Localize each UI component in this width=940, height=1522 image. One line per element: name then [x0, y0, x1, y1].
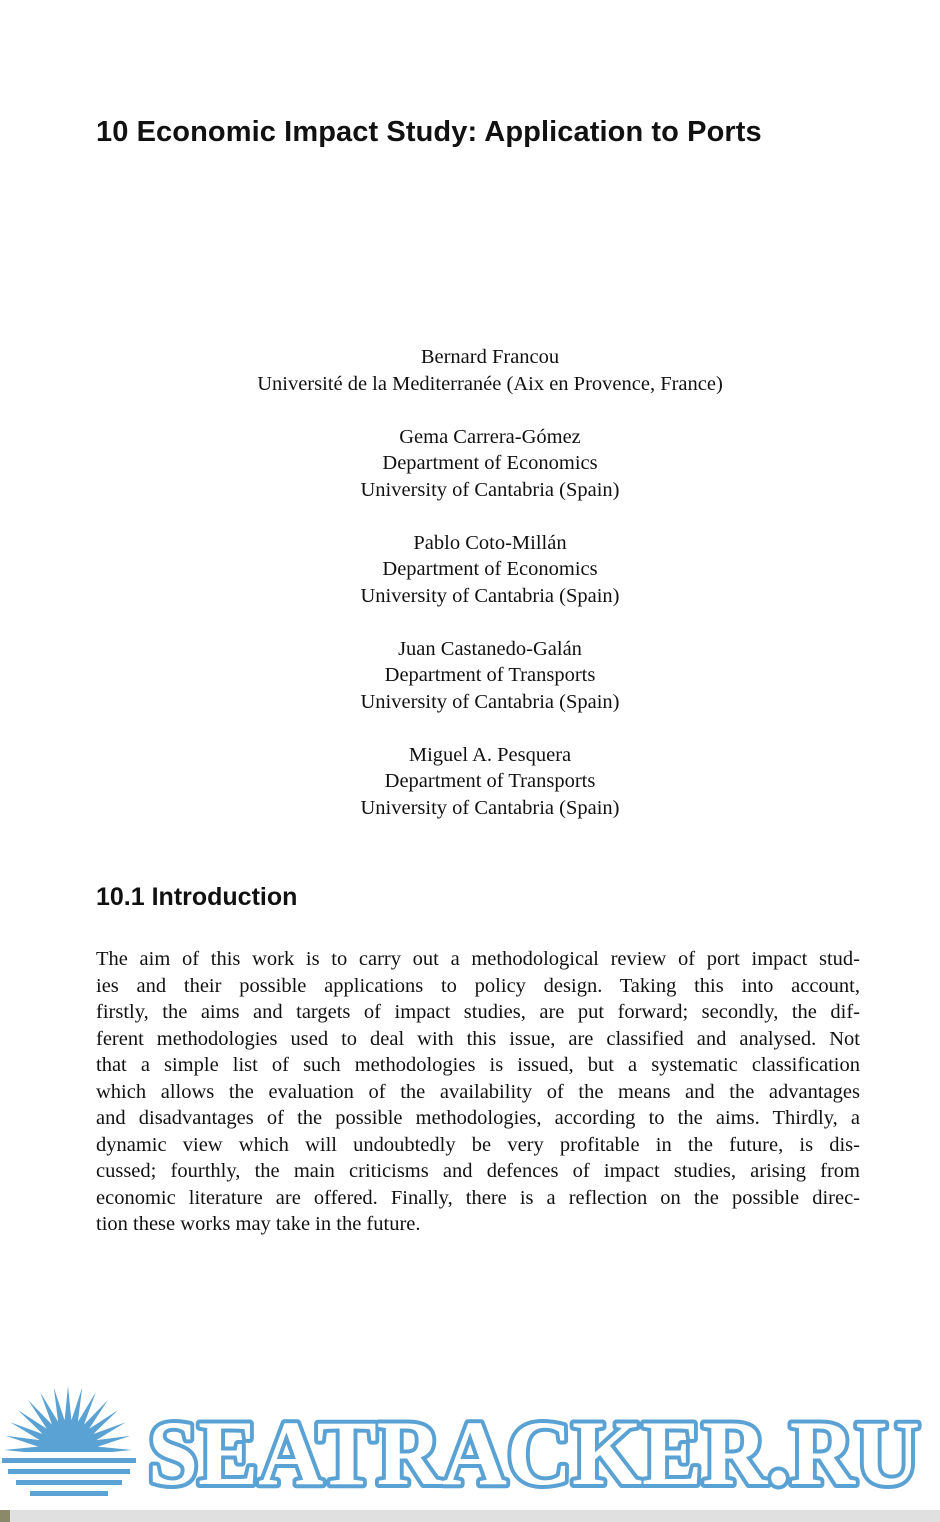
author-affiliation: Department of Transports — [384, 664, 596, 686]
author-block — [0, 344, 940, 397]
paragraph-line: firstly, the aims and targets of impact studies, are put forward; secondly, the dif- — [96, 1001, 860, 1023]
author-name: Pablo Coto-Millán — [413, 531, 567, 554]
paragraph-line: tion these works may take in the future. — [96, 1213, 421, 1235]
paragraph-line: economic literature are offered. Finally, there is a reflection on the possible direc- — [96, 1186, 860, 1209]
author-affiliation: Department of Economics — [382, 452, 598, 474]
author-affiliation: University of Cantabria (Spain) — [360, 690, 620, 713]
sun-icon — [2, 1386, 136, 1510]
author-block — [0, 636, 940, 716]
author-affiliation: Department of Transports — [384, 770, 596, 792]
edge-marker — [0, 1510, 10, 1522]
author-name: Juan Castanedo-Galán — [398, 637, 582, 660]
author-block — [0, 742, 940, 822]
page-bottom-edge — [0, 1510, 940, 1522]
section-title: 10.1 Introduction — [96, 883, 298, 911]
author-affiliation: University of Cantabria (Spain) — [360, 584, 620, 607]
paragraph-line: dynamic view which will undoubtedly be very profitable in the future, is dis- — [96, 1133, 860, 1156]
paragraph-line: ies and their possible applications to policy design. Taking this into account, — [96, 974, 860, 997]
watermark — [0, 1380, 940, 1510]
paragraph-line: which allows the evaluation of the availability of the means and the advantages — [96, 1080, 860, 1103]
paragraph-line: that a simple list of such methodologies is issued, but a systematic classification — [96, 1054, 860, 1076]
paragraph-line: ferent methodologies used to deal with this issue, are classified and analysed. Not — [96, 1027, 860, 1050]
watermark-graphic — [0, 1380, 940, 1510]
author-affiliation: Université de la Mediterranée (Aix en Provence, France) — [257, 372, 723, 395]
author-name: Bernard Francou — [420, 346, 560, 368]
author-name: Miguel A. Pesquera — [408, 743, 572, 766]
chapter-title: 10 Economic Impact Study: Application to Ports — [96, 116, 762, 148]
paragraph-line: and disadvantages of the possible methodologies, according to the aims. Thirdly, a — [96, 1107, 860, 1129]
author-affiliation: University of Cantabria (Spain) — [360, 478, 620, 501]
intro-paragraph — [96, 946, 860, 1238]
author-list — [0, 344, 940, 848]
author-block — [0, 530, 940, 610]
author-name: Gema Carrera-Gómez — [399, 425, 581, 448]
paragraph-line: The aim of this work is to carry out a methodological review of port impact stud- — [96, 948, 860, 970]
author-affiliation: Department of Economics — [382, 558, 598, 580]
author-block — [0, 424, 940, 504]
author-affiliation: University of Cantabria (Spain) — [360, 796, 620, 819]
paragraph-line: cussed; fourthly, the main criticisms and defences of impact studies, arising from — [96, 1160, 860, 1182]
watermark-text: SEATRACKER.RU — [148, 1402, 920, 1504]
